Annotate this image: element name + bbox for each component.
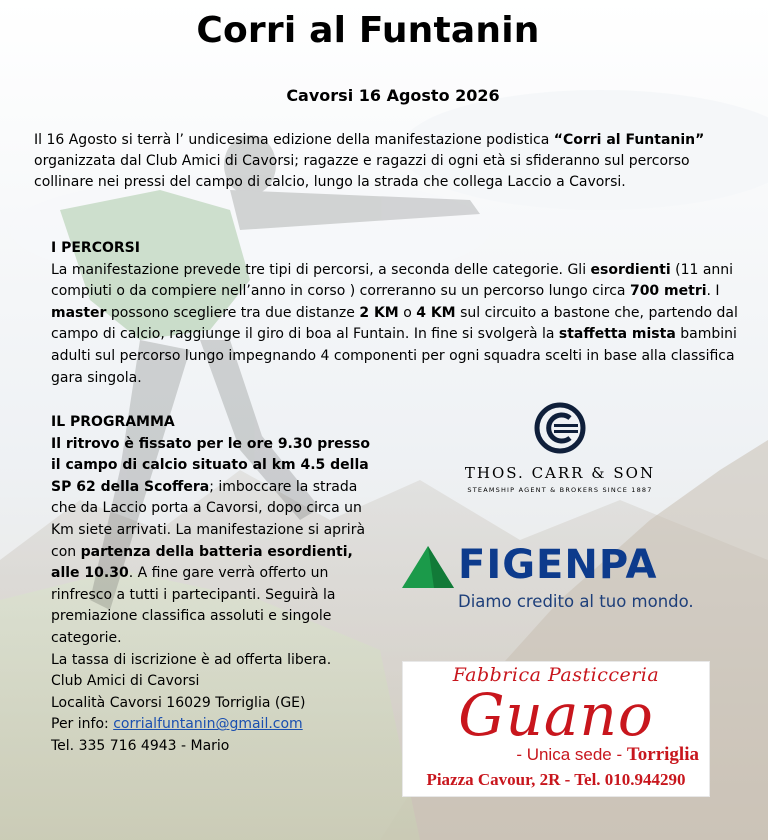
percorsi-bold-2km: 2 KM <box>359 304 399 321</box>
programma-heading: IL PROGRAMMA <box>51 414 175 430</box>
percorsi-text: (11 anni compiuti o da compiere nell’anno in corso ) correranno su un percorso lungo circa <box>51 261 734 300</box>
sponsor-guano-logo <box>402 661 710 797</box>
programma-club: Club Amici di Cavorsi <box>51 673 200 690</box>
percorsi-text: sul circuito a bastone che, partendo dal campo di calcio, raggiunge il giro di boa al Funtain. In fine si svolgerà la <box>51 304 738 343</box>
percorsi-bold-4km: 4 KM <box>416 304 456 321</box>
programma-phone: Tel. 335 716 4943 - Mario <box>51 737 230 754</box>
guano-line1: Fabbrica Pasticceria <box>452 664 660 686</box>
carr-tagline: STEAMSHIP AGENT & BROKERS SINCE 1887 <box>467 486 653 494</box>
carr-name: THOS. CARR & SON <box>464 464 656 482</box>
programma-bold-partenza: partenza della batteria esordienti, alle 10.30 <box>51 543 353 582</box>
page-title: Corri al Funtanin <box>196 10 540 51</box>
info-label: Per info: <box>51 716 114 733</box>
guano-town: Torriglia <box>626 744 699 765</box>
percorsi-text: . I <box>706 283 720 300</box>
intro-text: Il 16 Agosto si terrà l’ undicesima edizione della manifestazione podistica <box>34 132 554 148</box>
percorsi-heading: I PERCORSI <box>51 240 140 256</box>
guano-sede <box>516 744 699 766</box>
percorsi-section <box>51 238 741 389</box>
programma-tassa: La tassa di iscrizione è ad offerta libera. <box>51 651 332 668</box>
percorsi-bold-700m: 700 metri <box>629 283 707 300</box>
programma-bold-ritrovo: Il ritrovo è fissato per le ore 9.30 presso il campo di calcio situato al km 4.5 della SP 62 della Scoffera <box>51 435 370 495</box>
percorsi-text: La manifestazione prevede tre tipi di percorsi, a seconda delle categorie. Gli <box>51 261 591 278</box>
guano-brand: Guano <box>458 681 654 749</box>
sponsor-carr-logo <box>440 402 680 494</box>
programma-section <box>51 412 371 758</box>
guano-address: Piazza Cavour, 2R - Tel. 010.944290 <box>426 770 686 789</box>
programma-text: . A fine gare verrà offerto un rinfresco a tutti i partecipanti. Seguirà la premiazione classifica assoluti e singole categorie. <box>51 565 336 646</box>
programma-text: ; imboccare la strada che da Laccio porta a Cavorsi, dopo circa un Km siete arrivati. La manifestazione si aprirà con <box>51 478 366 560</box>
intro-text-2: organizzata dal Club Amici di Cavorsi; ragazze e ragazzi di ogni età si sfideranno sul percorso collinare nei pressi del campo di calcio, lungo la strada che collega Laccio a Cavorsi. <box>34 153 690 190</box>
carr-c-emblem-icon <box>534 402 586 454</box>
sponsor-figenpa-logo <box>400 542 712 616</box>
figenpa-triangle-icon <box>400 544 456 590</box>
intro-paragraph <box>34 130 746 193</box>
percorsi-bold-esordienti: esordienti <box>590 261 671 278</box>
percorsi-bold-staffetta: staffetta mista <box>558 326 676 343</box>
programma-paragraph <box>51 434 371 650</box>
intro-event-name: “Corri al Funtanin” <box>553 132 705 148</box>
figenpa-slogan: Diamo credito al tuo mondo. <box>458 592 694 611</box>
percorsi-bold-master: master <box>51 304 107 321</box>
figenpa-wordmark: FIGENPA <box>458 542 658 588</box>
programma-address: Località Cavorsi 16029 Torriglia (GE) <box>51 694 306 711</box>
programma-info <box>51 714 371 736</box>
percorsi-text: bambini adulti sul percorso lungo impegnando 4 componenti per ogni squadra scelti in base alla classifica gara singola. <box>51 326 737 386</box>
percorsi-text: o <box>398 304 417 321</box>
percorsi-text: possono scegliere tra due distanze <box>106 304 360 321</box>
percorsi-paragraph <box>51 260 741 390</box>
event-date: Cavorsi 16 Agosto 2026 <box>286 86 500 105</box>
guano-sede-label: - Unica sede - <box>516 745 627 764</box>
email-link[interactable]: corrialfuntanin@gmail.com <box>113 716 303 733</box>
